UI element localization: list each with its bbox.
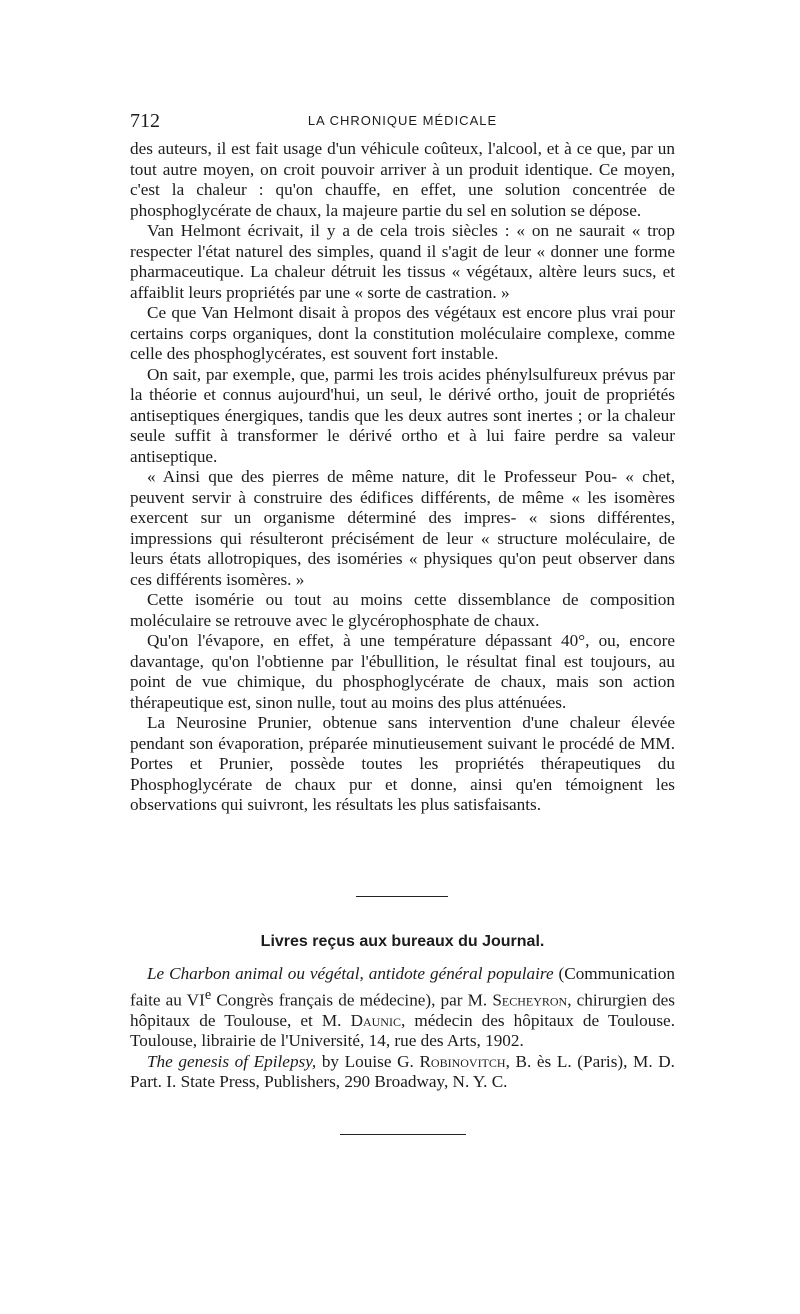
section-divider — [356, 896, 448, 897]
book-title: Le Charbon animal ou végétal, antidote général populaire — [147, 964, 554, 983]
paragraph: Ce que Van Helmont disait à propos des végétaux est encore plus vrai pour certains corps organiques, dont la constitution moléculaire complexe, comme celle des phosphoglycérates, est souvent fort instable. — [130, 303, 675, 363]
end-divider — [340, 1134, 466, 1135]
book-title: The genesis of Epilepsy, — [147, 1051, 317, 1071]
page-number: 712 — [130, 110, 160, 132]
paragraph: Qu'on l'évapore, en effet, à une température dépassant 40°, ou, encore davantage, qu'on l'obtienne par l'ébullition, le résultat final est toujours, au point de vue chimique, du phosphoglycérate de chaux, mais son action thérapeutique est, sinon nulle, tout au moins des plus atténuées. — [130, 631, 675, 712]
paragraph: La Neurosine Prunier, obtenue sans intervention d'une chaleur élevée pendant son évaporation, préparée minutieusement suivant le procédé de MM. Portes et Prunier, possède toutes les propriétés thérapeutiques du Phosphoglycérate de chaux pur et donne, ainsi qu'en témoignent les observations qui suivront, les résultats les plus satisfaisants. — [130, 713, 675, 814]
author-name: Secheyron — [492, 990, 568, 1010]
article-body — [130, 139, 675, 816]
paragraph: Cette isomérie ou tout au moins cette dissemblance de composition moléculaire se retrouve avec le glycérophosphate de chaux. — [130, 590, 675, 630]
book-entry: Le Charbon animal ou végétal, antidote général populaire (Communication faite au VIe Congrès français de médecine), par M. Secheyron, chirurgien des hôpitaux de Toulouse, et M. Daunic, médecin des hôpitaux de Toulouse. Toulouse, librairie de l'Université, 14, rue des Arts, 1902. — [130, 964, 675, 1051]
section-heading: Livres reçus aux bureaux du Journal. — [260, 933, 545, 950]
running-title: LA CHRONIQUE MÉDICALE — [307, 113, 498, 128]
author-name: Daunic — [350, 1010, 401, 1030]
books-received-list — [130, 964, 675, 1093]
paragraph: Van Helmont écrivait, il y a de cela trois siècles : « on ne saurait « trop respecter l'état naturel des simples, quand il s'agit de leur « donner une forme pharmaceutique. La chaleur détruit les tissus « végétaux, altère leurs sucs, et affaiblit leurs propriétés par une « sorte de castration. » — [130, 221, 675, 302]
paragraph: « Ainsi que des pierres de même nature, dit le Professeur Pou- « chet, peuvent servir à construire des édifices différents, de même « les isomères exercent sur un organisme déterminé des impres- « sions différentes, impressions qui résulteront précisément de leur « structure moléculaire, de leurs états allotropiques, des isoméries « physiques qu'on peut observer dans ces différents isomères. » — [130, 467, 675, 589]
book-entry: The genesis of Epilepsy, by Louise G. Robinovitch, B. ès L. (Paris), M. D. Part. I. State Press, Publishers, 290 Broadway, N. Y. C. — [130, 1051, 675, 1092]
author-name: Robinovitch — [419, 1051, 506, 1071]
paragraph: On sait, par exemple, que, parmi les trois acides phénylsulfureux prévus par la théorie et connus aujourd'hui, un seul, le dérivé ortho, jouit de propriétés antiseptiques énergiques, tandis que les deux autres sont inertes ; or la chaleur seule suffit à transformer le dérivé ortho et à lui faire perdre sa valeur antiseptique. — [130, 364, 675, 466]
paragraph: des auteurs, il est fait usage d'un véhicule coûteux, l'alcool, et à ce que, par un tout autre moyen, on croit pouvoir arriver à un produit identique. Ce moyen, c'est la chaleur : qu'on chauffe, en effet, une solution concentrée de phosphoglycérate de chaux, la majeure partie du sel en solution se dépose. — [130, 139, 675, 220]
page-header — [130, 109, 675, 133]
